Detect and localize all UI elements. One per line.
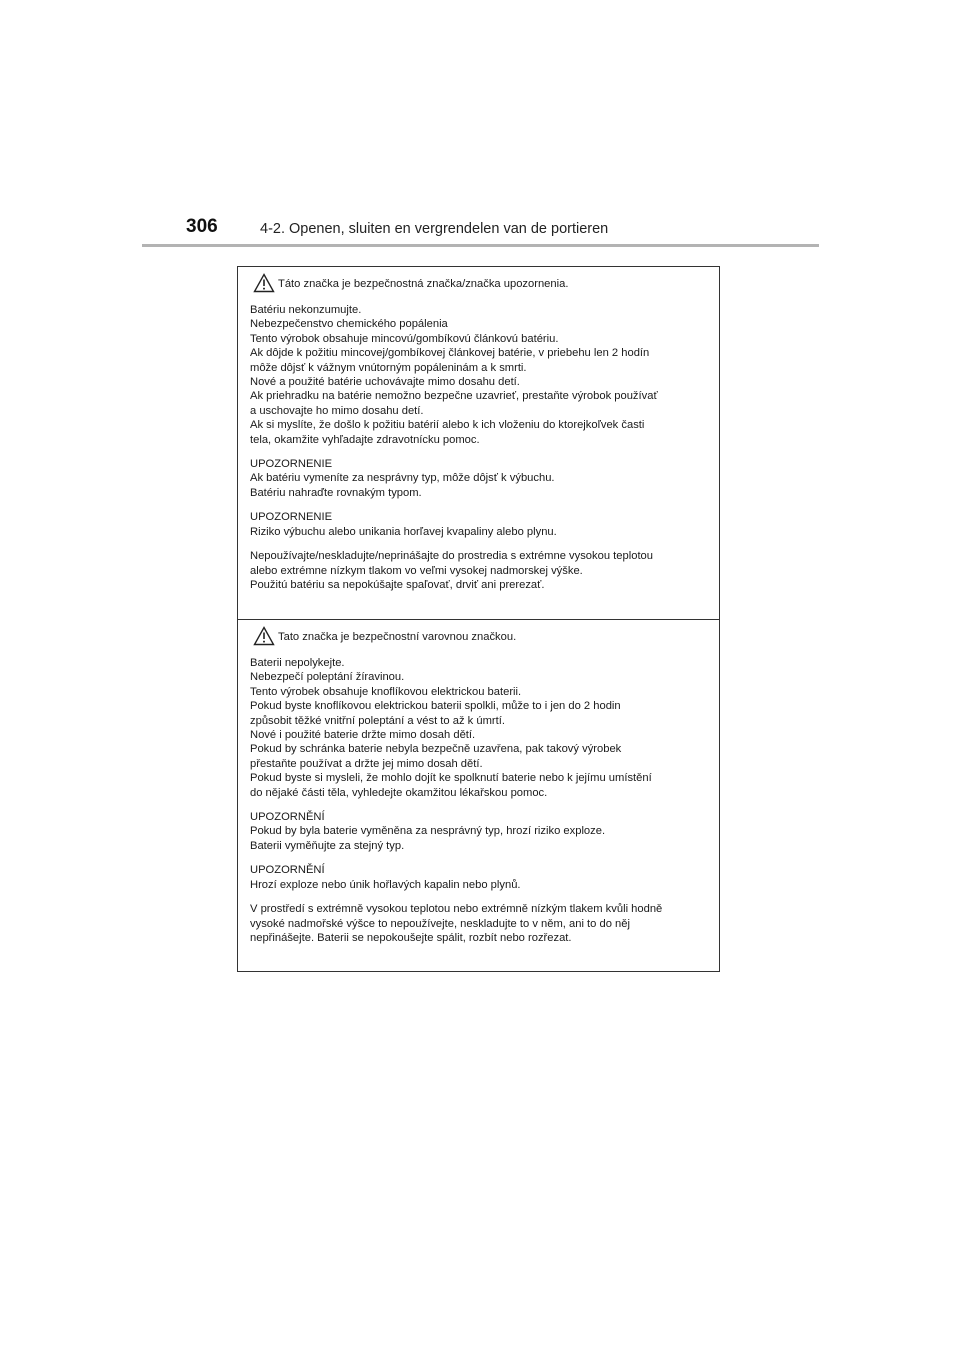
text-line: Riziko výbuchu alebo unikania horľavej kvapaliny alebo plynu. [250,525,557,538]
text-line: Ak dôjde k požitiu mincovej/gombíkovej článkovej batérie, v priebehu len 2 hodín [250,347,650,360]
text-line: do nějaké části těla, vyhledejte okamžitou lékařskou pomoc. [250,786,548,799]
text-line: Batériu nekonzumujte. [250,304,362,316]
text-line: tela, okamžite vyhľadajte zdravotnícku pomoc. [250,433,480,446]
text-line: Tento výrobek obsahuje knoflíkovou elektrickou baterii. [250,685,522,698]
paragraph [250,303,707,447]
text-line: Pokud byste si mysleli, že mohlo dojít ke spolknutí baterie nebo k jejímu umístění [250,772,652,785]
text-line: Baterii nepolykejte. [250,657,345,669]
text-line: přestaňte používat a držte jej mimo dosah dětí. [250,757,483,770]
battery-warning-box [237,266,720,972]
text-line: Nové i použité baterie držte mimo dosah dětí. [250,729,476,742]
text-line: Pokud by schránka baterie nebyla bezpečně uzavřena, pak takový výrobek [250,743,622,756]
text-line: UPOZORNĚNÍ [250,864,325,877]
text-line: UPOZORNENIE [250,511,333,524]
warning-triangle-icon [253,626,275,646]
text-line: Pokud by byla baterie vyměněna za nesprávný typ, hrozí riziko exploze. [250,825,606,838]
text-line: Pokud byste knoflíkovou elektrickou baterii spolkli, může to i jen do 2 hodin [250,700,621,713]
warning-title-row [250,273,707,293]
text-line: Nebezpečí poleptání žíravinou. [250,671,405,684]
warning-title: Tato značka je bezpečnostní varovnou značkou. [278,631,517,643]
text-line: Nové a použité batérie uchovávajte mimo dosahu detí. [250,376,520,389]
text-line: V prostředí s extrémně vysokou teplotou nebo extrémně nízkým tlakem kvůli hodně [250,903,663,916]
text-line: Nepoužívajte/neskladujte/neprinášajte do prostredia s extrémne vysokou teplotou [250,550,653,563]
warning-section-czech [238,619,719,971]
paragraph [250,810,707,853]
text-line: Ak si myslíte, že došlo k požitiu batérií alebo k ich vloženiu do ktorejkoľvek časti [250,419,645,432]
text-line: a uschovajte ho mimo dosahu detí. [250,404,424,417]
text-line: UPOZORNĚNÍ [250,811,325,824]
paragraph [250,457,707,500]
text-line: Hrozí exploze nebo únik hořlavých kapalin nebo plynů. [250,878,521,891]
text-line: Použitú batériu sa nepokúšajte spaľovať, drviť ani prerezať. [250,578,545,591]
text-line: Batériu nahraďte rovnakým typom. [250,486,422,499]
paragraph [250,510,707,539]
paragraph [250,902,707,945]
text-line: způsobit těžké vnitřní poleptání a vést to až k úmrtí. [250,714,505,727]
page-number: 306 [186,216,218,237]
paragraph [250,549,707,592]
paragraph [250,656,707,800]
text-line: Ak priehradku na batérie nemožno bezpečne uzavrieť, prestaňte výrobok používať [250,390,658,403]
text-line: Tento výrobok obsahuje mincovú/gombíkovú článkovú batériu. [250,332,559,345]
paragraph [250,863,707,892]
warning-triangle-icon [253,273,275,293]
text-line: nepřinášejte. Baterii se nepokoušejte spálit, rozbít nebo rozřezat. [250,931,572,944]
text-line: vysoké nadmořské výšce to nepoužívejte, neskladujte to v něm, ani to do něj [250,917,630,930]
page-header [186,216,706,246]
text-line: UPOZORNENIE [250,458,333,471]
header-divider [142,244,819,247]
section-title: 4-2. Openen, sluiten en vergrendelen van de portieren [260,221,609,237]
warning-title: Táto značka je bezpečnostná značka/značka upozornenia. [278,278,569,290]
text-line: Ak batériu vymeníte za nesprávny typ, môže dôjsť k výbuchu. [250,472,555,485]
text-line: Nebezpečenstvo chemického popálenia [250,318,448,331]
text-line: alebo extrémne nízkym tlakom vo veľmi vysokej nadmorskej výške. [250,564,583,577]
text-line: Baterii vyměňujte za stejný typ. [250,839,405,852]
text-line: môže dôjsť k vážnym vnútorným popáleninám a k smrti. [250,361,527,374]
warning-section-slovak [238,267,719,619]
warning-title-row [250,626,707,646]
